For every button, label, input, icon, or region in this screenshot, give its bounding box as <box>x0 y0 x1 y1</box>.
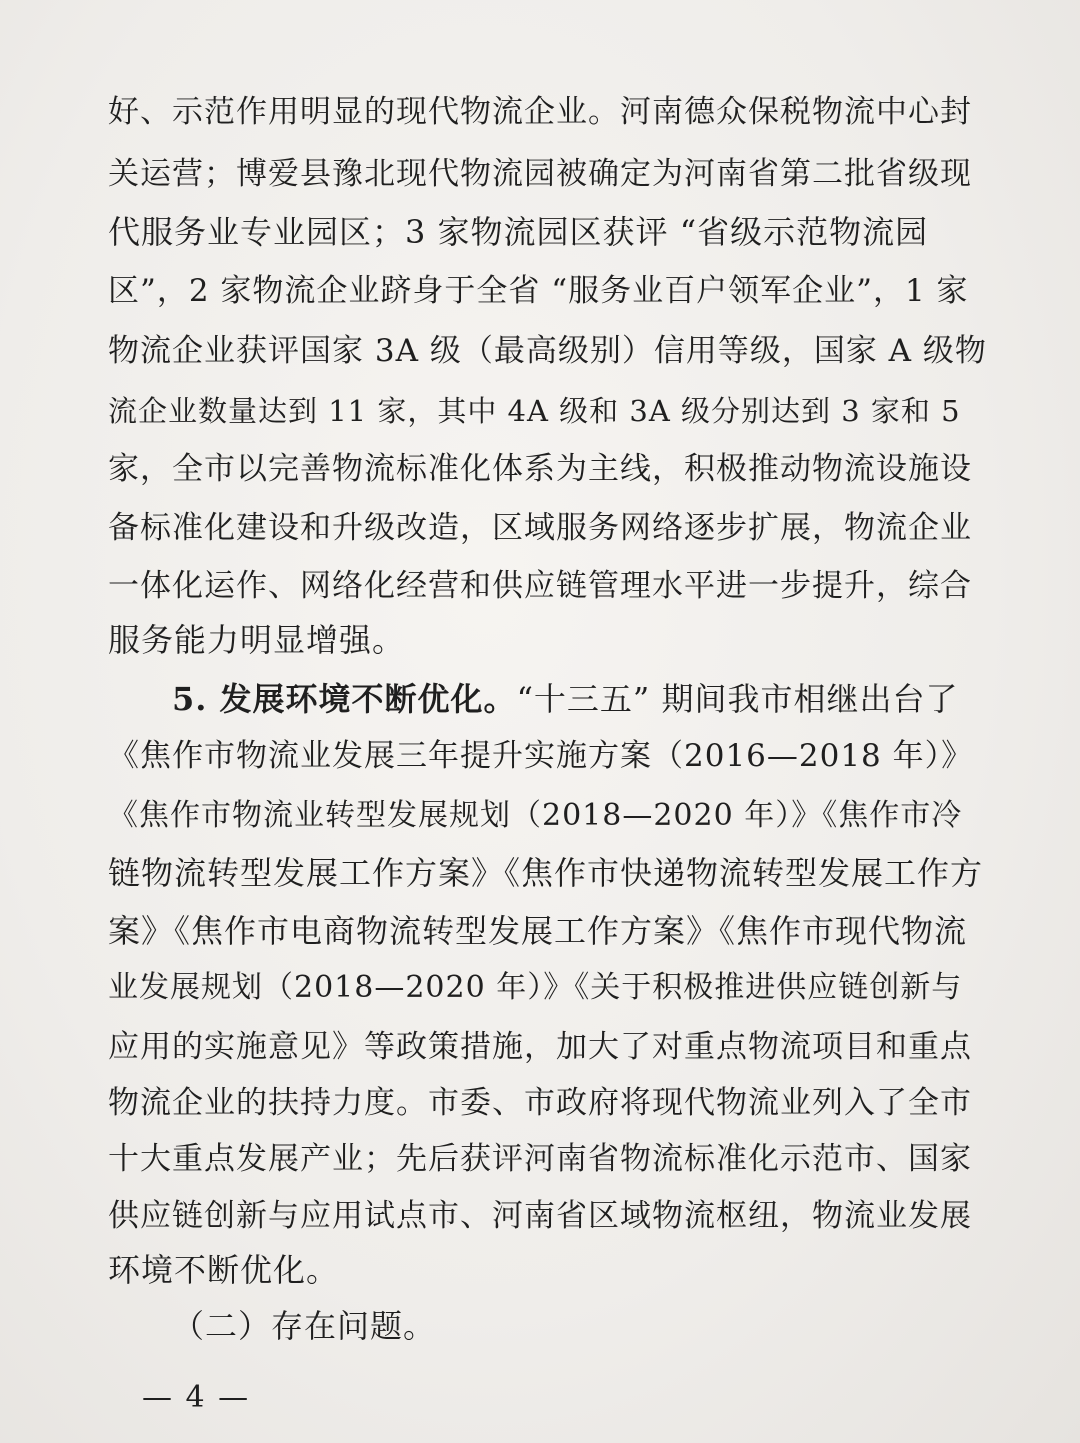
paragraph-line: 好、示范作用明显的现代物流企业。河南德众保税物流中心封 <box>108 94 972 130</box>
paragraph-line: 流企业数量达到 11 家，其中 4A 级和 3A 级分别达到 3 家和 5 <box>108 394 961 428</box>
paragraph-line: 备标准化建设和升级改造，区域服务网络逐步扩展，物流企业 <box>108 510 972 546</box>
paragraph-line: 业发展规划（2018—2020 年）》《关于积极推进供应链创新与 <box>108 970 963 1005</box>
paragraph-line: 《焦作市物流业发展三年提升实施方案（2016—2018 年）》 <box>108 738 974 774</box>
subsection-heading-text: “十三五” 期间我市相继出台了 <box>516 680 959 718</box>
paragraph-line: 一体化运作、网络化经营和供应链管理水平进一步提升，综合 <box>108 568 972 604</box>
paragraph-line: 《焦作市物流业转型发展规划（2018—2020 年）》《焦作市冷 <box>108 798 963 833</box>
page-number: — 4 — <box>142 1380 251 1415</box>
paragraph-line: 家，全市以完善物流标准化体系为主线，积极推动物流设施设 <box>108 451 972 487</box>
paragraph-line: 应用的实施意见》等政策措施，加大了对重点物流项目和重点 <box>108 1029 972 1065</box>
paragraph-line: 区”，2 家物流企业跻身于全省 “服务业百户领军企业”，1 家 <box>108 273 969 309</box>
paragraph-line: 服务能力明显增强。 <box>108 621 406 659</box>
subsection-heading-title: 5. 发展环境不断优化。 <box>172 680 517 718</box>
paragraph-line: 关运营；博爱县豫北现代物流园被确定为河南省第二批省级现 <box>108 156 972 192</box>
paragraph-line: 案》《焦作市电商物流转型发展工作方案》《焦作市现代物流 <box>108 912 968 950</box>
paragraph-line: 十大重点发展产业；先后获评河南省物流标准化示范市、国家 <box>108 1141 972 1177</box>
paragraph-line: 供应链创新与应用试点市、河南省区域物流枢纽，物流业发展 <box>108 1198 972 1234</box>
subsection-heading-line <box>172 679 988 719</box>
paragraph-line: 物流企业获评国家 3A 级（最高级别）信用等级，国家 A 级物 <box>108 333 987 369</box>
paragraph-line: 链物流转型发展工作方案》《焦作市快递物流转型发展工作方 <box>108 854 984 892</box>
paragraph-line: 代服务业专业园区；3 家物流园区获评 “省级示范物流园 <box>108 213 929 251</box>
section-heading: （二）存在问题。 <box>172 1307 437 1345</box>
paragraph-line: 物流企业的扶持力度。市委、市政府将现代物流业列入了全市 <box>108 1085 972 1121</box>
paragraph-line: 环境不断优化。 <box>108 1251 340 1289</box>
